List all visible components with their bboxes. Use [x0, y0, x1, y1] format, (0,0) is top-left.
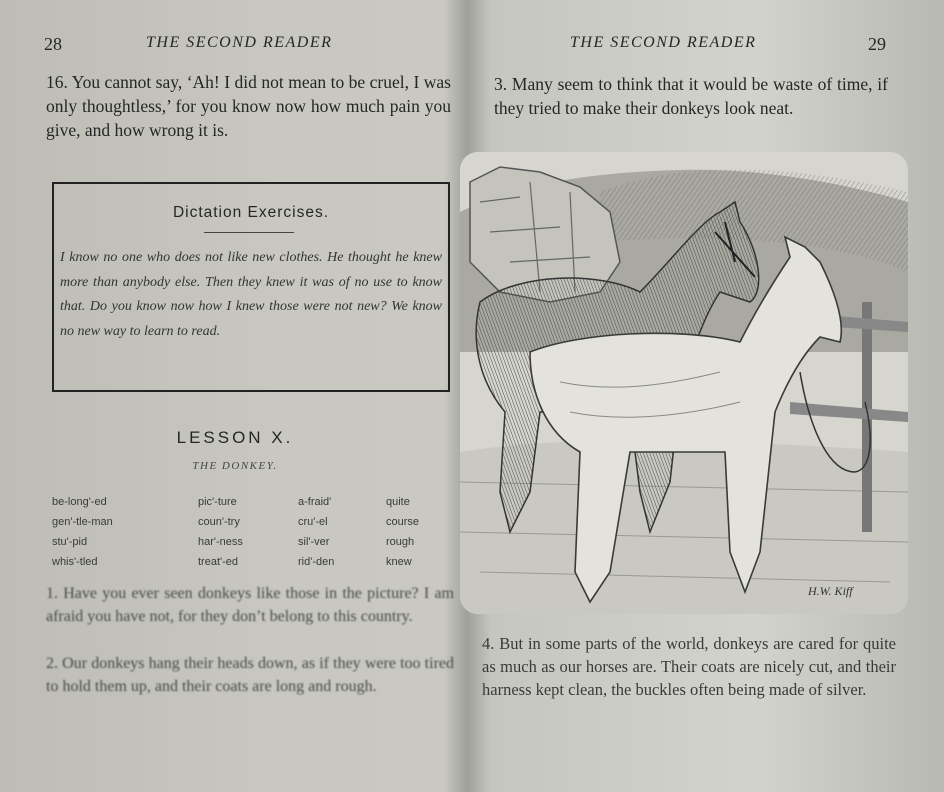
- spelling-word: rough: [386, 536, 415, 548]
- paragraph-1: 1. Have you ever seen donkeys like those in the picture? I am afraid you have not, for they don’t belong to this country.: [46, 585, 454, 625]
- page-number-left: 28: [44, 34, 62, 54]
- dictation-text: I know no one who does not like new clothes. He thought he knew more than anybody else. Then they knew it was of no use to know that. Do you know now how I knew those were not new? We know no new way to learn to read.: [60, 250, 442, 339]
- spelling-word: course: [386, 516, 420, 528]
- word-column: [298, 492, 334, 572]
- spelling-word: sil'-ver: [298, 536, 330, 548]
- running-head-right: THE SECOND READER: [570, 34, 757, 51]
- page-number-right: 29: [868, 34, 886, 54]
- donkeys-illustration: [460, 152, 908, 614]
- spelling-word: cru'-el: [298, 516, 328, 528]
- spelling-word: coun'-try: [198, 516, 240, 528]
- word-column: [386, 492, 419, 572]
- paragraph-16: 16. You cannot say, ‘Ah! I did not mean to be cruel, I was only thoughtless,’ for you know now how much pain you give, and how wrong it is.: [46, 72, 451, 140]
- spelling-word: whis'-tled: [52, 556, 98, 568]
- spelling-word: rid'-den: [298, 556, 335, 568]
- engraving-svg: [460, 152, 908, 614]
- word-column: [52, 492, 113, 572]
- running-head-left: THE SECOND READER: [146, 34, 333, 51]
- spelling-word: a-fraid': [298, 496, 332, 508]
- illustrator-signature: H.W. Kiff: [808, 584, 853, 598]
- paragraph-4: 4. But in some parts of the world, donkeys are cared for quite as much as our horses are. Their coats are nicely cut, and their harness kept clean, the buckles often being made of silver.: [482, 634, 896, 699]
- word-column: [198, 492, 243, 572]
- lesson-subtitle: THE DONKEY.: [192, 460, 278, 472]
- dictation-title: Dictation Exercises.: [172, 204, 330, 221]
- lesson-title: LESSON X.: [176, 428, 294, 447]
- paragraph-2: 2. Our donkeys hang their heads down, as if they were too tired to hold them up, and their coats are long and rough.: [46, 655, 454, 695]
- paragraph-3: 3. Many seem to think that it would be waste of time, if they tried to make their donkeys look neat.: [494, 74, 888, 118]
- spelling-word: stu'-pid: [52, 536, 88, 548]
- spelling-word: treat'-ed: [198, 556, 239, 568]
- left-page: [0, 0, 470, 792]
- dictation-box: [52, 182, 450, 392]
- spelling-word: be-long'-ed: [52, 496, 107, 508]
- spelling-word: pic'-ture: [198, 496, 237, 508]
- spelling-word: har'-ness: [198, 536, 243, 548]
- spelling-word: quite: [386, 496, 410, 508]
- dictation-rule: [204, 232, 294, 233]
- spelling-word: gen'-tle-man: [52, 516, 113, 528]
- spelling-word: knew: [386, 556, 412, 568]
